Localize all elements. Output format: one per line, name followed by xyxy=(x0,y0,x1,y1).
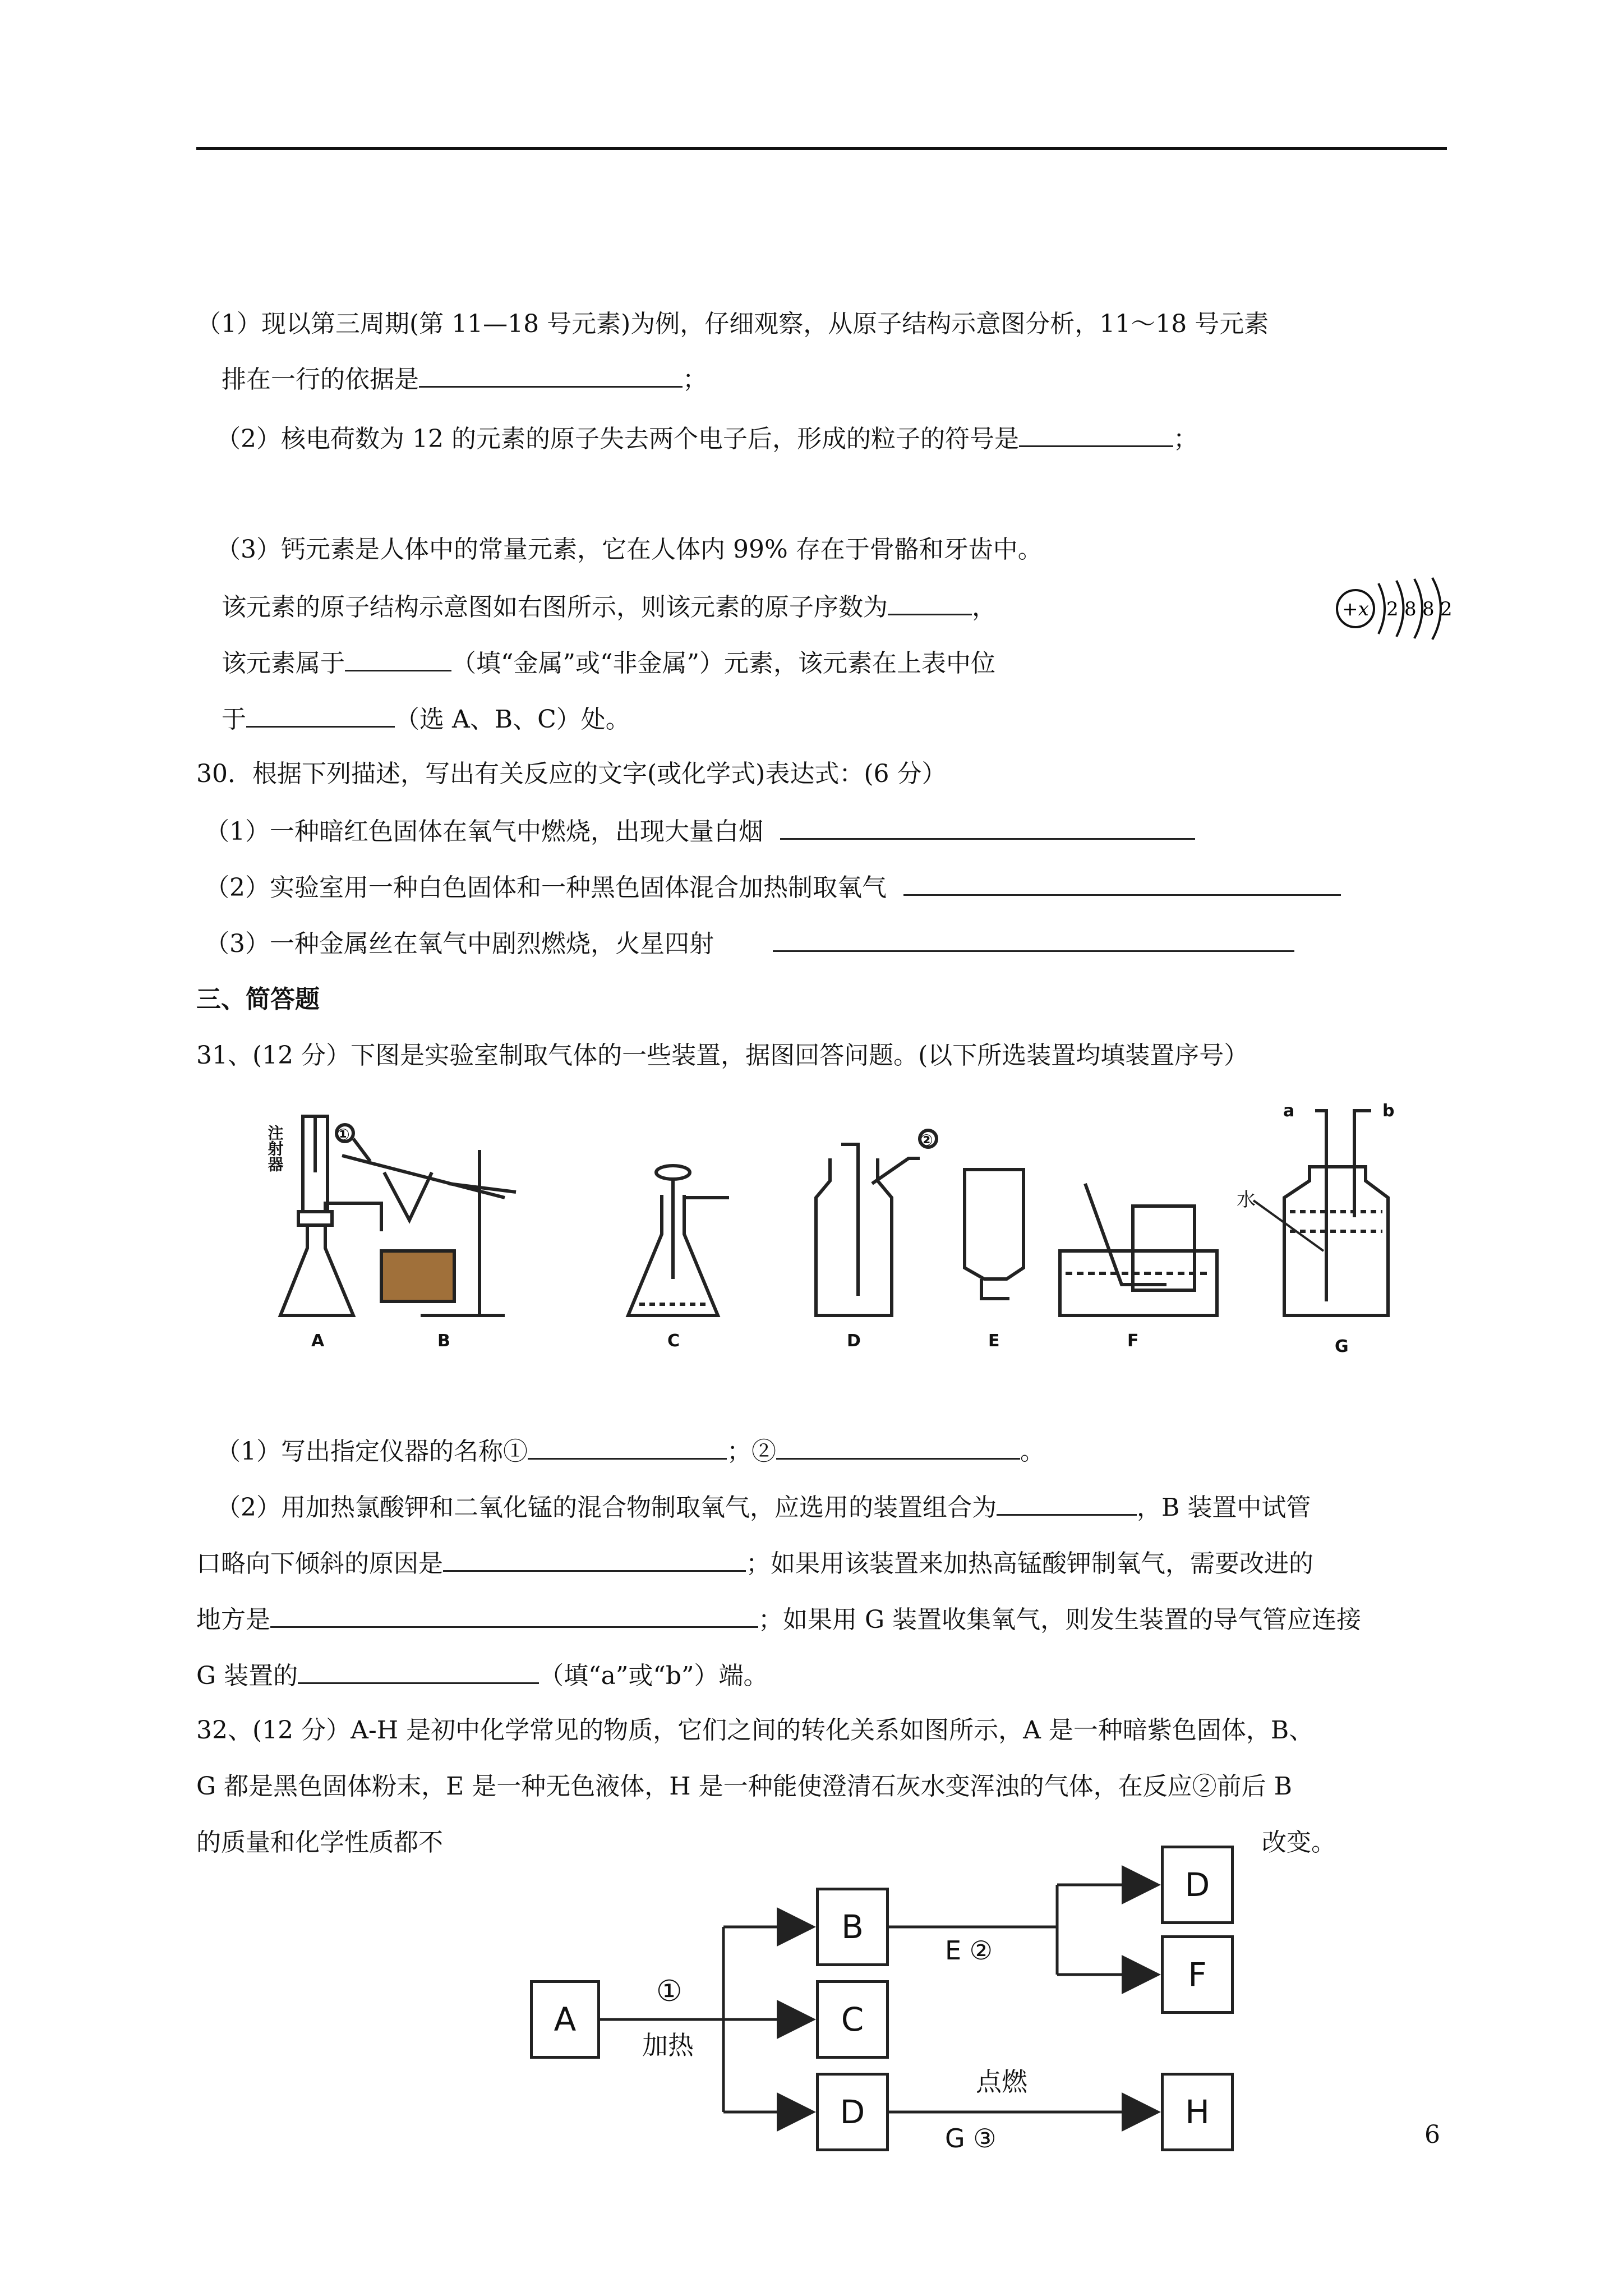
q29-part1-text: 排在一行的依据是 xyxy=(222,365,419,394)
apparatus-label-b: B xyxy=(437,1331,450,1351)
q30-title: 30．根据下列描述，写出有关反应的文字(或化学式)表达式：(6 分） xyxy=(196,760,947,788)
reaction-2-label: E ② xyxy=(945,1935,993,1966)
flow-box-h: H xyxy=(1161,2073,1234,2151)
reaction-3-condition: 点燃 xyxy=(976,2067,1027,2097)
apparatus-label-a: A xyxy=(311,1331,325,1351)
q31-part1-text: （1）写出指定仪器的名称① xyxy=(216,1437,528,1466)
flow-box-f: F xyxy=(1161,1935,1234,2014)
q32-line2: G 都是黑色固体粉末，E 是一种无色液体，H 是一种能使澄清石灰水变浑浊的气体，在反应②前后 B xyxy=(196,1772,1292,1801)
q29-part3-text-b: 该元素的原子结构示意图如右图所示，则该元素的原子序数为 xyxy=(222,593,888,622)
q29-part3-text-c: 该元素属于 xyxy=(222,649,345,678)
q29-part3-punct-b: ， xyxy=(972,593,997,622)
flow-box-d-upper: D xyxy=(1161,1846,1234,1924)
q32-line3a: 的质量和化学性质都不 xyxy=(196,1828,443,1857)
q31-part2-text-c2: ；如果用 G 装置收集氧气，则发生装置的导气管应连接 xyxy=(758,1605,1362,1634)
q31-title: 31、(12 分）下图是实验室制取气体的一些装置，据图回答问题。(以下所选装置均填装置序号） xyxy=(196,1041,1249,1070)
page-number: 6 xyxy=(1424,2120,1440,2149)
q30-item-1-text: （1）一种暗红色固体在氧气中燃烧，出现大量白烟 xyxy=(205,817,763,846)
q31-part2-text-a2: ，B 装置中试管 xyxy=(1137,1493,1311,1522)
flow-box-b: B xyxy=(816,1888,889,1966)
q31-part2-text-b: 口略向下倾斜的原因是 xyxy=(196,1549,443,1578)
reaction-3-label: G ③ xyxy=(945,2123,997,2154)
q31-part2-text-d: G 装置的 xyxy=(196,1662,298,1690)
apparatus-label-f: F xyxy=(1127,1331,1139,1351)
flow-box-c: C xyxy=(816,1980,889,2059)
q29-part3-text-c2: （填“金属”或“非金属”）元素，该元素在上表中位 xyxy=(451,649,995,678)
q29-part1-line1: （1）现以第三周期(第 11—18 号元素)为例，仔细观察，从原子结构示意图分析，11～18 号元素 xyxy=(196,310,1269,338)
q31-part2-text-c: 地方是 xyxy=(196,1605,270,1634)
reaction-1-condition: 加热 xyxy=(642,2030,694,2060)
port-b-label: b xyxy=(1382,1101,1395,1121)
marker-2: ② xyxy=(920,1131,933,1149)
q32-line3b: 改变。 xyxy=(1262,1828,1336,1857)
apparatus-label-e: E xyxy=(988,1331,1000,1351)
q29-part3-line1: （3）钙元素是人体中的常量元素，它在人体内 99% 存在于骨骼和牙齿中。 xyxy=(216,535,1043,564)
atom-shell-count-3: 8 xyxy=(1422,598,1435,620)
water-label: 水 xyxy=(1237,1189,1256,1211)
q29-part2-punct: ； xyxy=(1173,425,1198,453)
q29-part1-punct: ； xyxy=(683,365,707,394)
q31-part1-end: 。 xyxy=(1020,1437,1045,1466)
apparatus-label-d: D xyxy=(847,1331,861,1351)
atom-shell-count-4: 2 xyxy=(1440,598,1453,620)
flow-box-a: A xyxy=(530,1980,600,2059)
atom-nucleus-label: +x xyxy=(1342,598,1369,620)
q31-part2-text-a: （2）用加热氯酸钾和二氧化锰的混合物制取氧气，应选用的装置组合为 xyxy=(216,1493,997,1522)
flow-box-d-lower: D xyxy=(816,2073,889,2151)
marker-1: ① xyxy=(336,1125,350,1144)
apparatus-label-c: C xyxy=(667,1331,680,1351)
apparatus-label-g: G xyxy=(1335,1337,1349,1356)
reaction-1-number: ① xyxy=(656,1975,683,2008)
q31-part2-text-d2: （填“a”或“b”）端。 xyxy=(539,1662,768,1690)
q29-part3-text-d2: （选 A、B、C）处。 xyxy=(395,705,630,734)
port-a-label: a xyxy=(1283,1101,1295,1121)
q31-part1-mid: ；② xyxy=(727,1437,776,1466)
q32-line1: 32、(12 分）A-H 是初中化学常见的物质，它们之间的转化关系如图所示，A 是一种暗紫色固体，B、 xyxy=(196,1716,1314,1745)
atom-shell-count-2: 8 xyxy=(1404,598,1417,620)
q30-item-3-text: （3）一种金属丝在氧气中剧烈燃烧，火星四射 xyxy=(205,930,714,958)
section-3-heading: 三、简答题 xyxy=(196,985,320,1014)
q30-item-2-text: （2）实验室用一种白色固体和一种黑色固体混合加热制取氧气 xyxy=(205,873,887,902)
q31-part2-text-b2: ；如果用该装置来加热高锰酸钾制氧气，需要改进的 xyxy=(746,1549,1313,1578)
q29-part2-text: （2）核电荷数为 12 的元素的原子失去两个电子后，形成的粒子的符号是 xyxy=(216,425,1019,453)
q29-part3-text-d: 于 xyxy=(222,705,246,734)
syringe-label: 注射器 xyxy=(265,1125,284,1172)
atom-shell-count-1: 2 xyxy=(1386,598,1399,620)
